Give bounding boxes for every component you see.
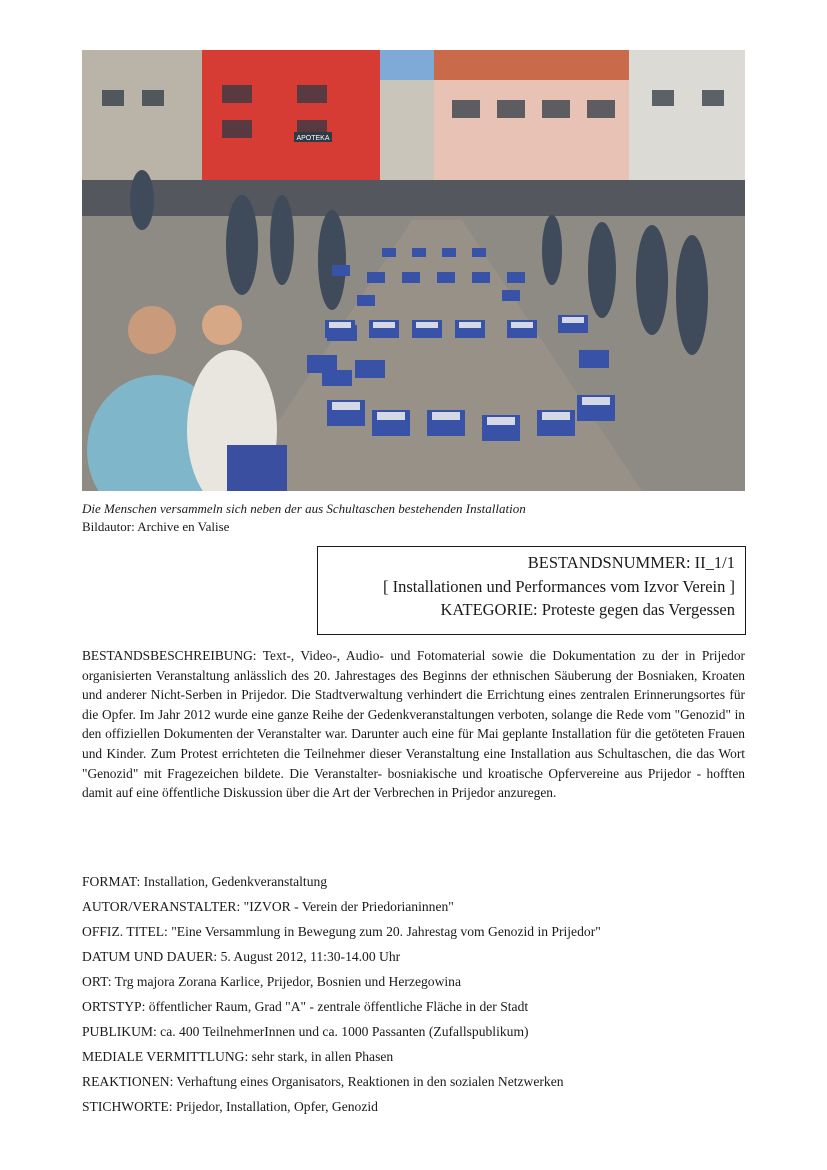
metadata-fields bbox=[82, 869, 745, 1119]
field-keywords: STICHWORTE: Prijedor, Installation, Opfer, Genozid bbox=[82, 1099, 378, 1114]
photo-caption: Die Menschen versammeln sich neben der aus Schultaschen bestehenden Installation bbox=[82, 501, 526, 516]
category: KATEGORIE: Proteste gegen das Vergessen bbox=[440, 600, 735, 619]
shop-sign-text: APOTEKA bbox=[296, 135, 330, 142]
field-media: MEDIALE VERMITTLUNG: sehr stark, in allen Phasen bbox=[82, 1049, 394, 1064]
inventory-description: BESTANDSBESCHREIBUNG: Text-, Video-, Audio- und Fotomaterial sowie die Dokumentation zu der in Prijedor organisierten Veranstaltung anlässlich des 20. Jahrestages des Beginns der ethnischen Säuberung der Bosniaken, Kroaten und anderer Nicht-Serben in Prijedor. Die Stadtverwaltung verhindert die Errichtung eines zentralen Erinnerungsortes für die Opfer. Im Jahr 2012 wurde eine ganze Reihe der Gedenkveranstaltungen verboten, solange die Rede vom "Genozid" in den offiziellen Dokumenten der Veranstalter war. Darunter auch eine für Mai geplante Installation für die getöteten Frauen und Kinder. Zum Protest errichteten die Teilnehmer dieser Veranstaltung eine Installation aus Schultaschen, die das Wort "Genozid" mit Fragezeichen bildete. Die Veranstalter- bosniakische und kroatische Opfervereine aus Prijedor - hofften damit auf eine öffentliche Diskussion über die Art der Verbrechen in Prijedor anzuregen. bbox=[82, 648, 745, 801]
inventory-number: BESTANDSNUMMER: II_1/1 bbox=[527, 553, 735, 572]
photo-credit: Bildautor: Archive en Valise bbox=[82, 519, 230, 534]
series-title: [ Installationen und Performances vom Izvor Verein ] bbox=[382, 576, 735, 596]
event-photo bbox=[82, 50, 745, 491]
photo-illustration bbox=[82, 50, 745, 491]
photo-caption-block bbox=[82, 500, 745, 536]
field-audience: PUBLIKUM: ca. 400 TeilnehmerInnen und ca. 1000 Passanten (Zufallspublikum) bbox=[82, 1024, 529, 1039]
field-reactions: REAKTIONEN: Verhaftung eines Organisators, Reaktionen in den sozialen Netzwerken bbox=[82, 1074, 564, 1089]
field-official-title: OFFIZ. TITEL: "Eine Versammlung in Bewegung zum 20. Jahrestag vom Genozid in Prijedor" bbox=[82, 924, 601, 939]
field-location-type: ORTSTYP: öffentlicher Raum, Grad "A" - zentrale öffentliche Fläche in der Stadt bbox=[82, 999, 529, 1014]
field-format: FORMAT: Installation, Gedenkveranstaltung bbox=[82, 874, 328, 889]
field-author: AUTOR/VERANSTALTER: "IZVOR - Verein der Priedorianinnen" bbox=[82, 899, 454, 914]
field-location: ORT: Trg majora Zorana Karlice, Prijedor, Bosnien und Herzegowina bbox=[82, 974, 462, 989]
field-date-duration: DATUM UND DAUER: 5. August 2012, 11:30-14.00 Uhr bbox=[82, 949, 401, 964]
inventory-header-box bbox=[317, 546, 746, 635]
